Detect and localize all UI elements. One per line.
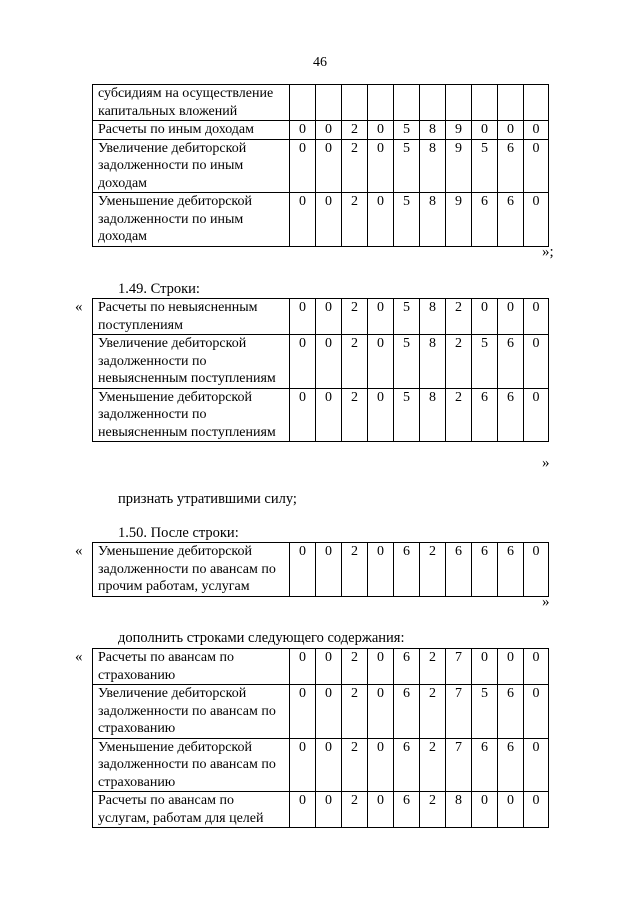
page-number: 46 bbox=[313, 55, 327, 70]
code-digit-cell: 8 bbox=[420, 299, 446, 335]
code-digit-cell: 0 bbox=[290, 139, 316, 193]
row-label: Расчеты по авансам по услугам, работам для целей bbox=[93, 792, 290, 828]
code-digit-cell: 8 bbox=[446, 792, 472, 828]
code-digit-cell: 0 bbox=[290, 335, 316, 389]
code-digit-cell: 2 bbox=[420, 792, 446, 828]
code-digit-cell: 0 bbox=[524, 139, 549, 193]
code-digit-cell: 2 bbox=[446, 299, 472, 335]
code-digit-cell: 2 bbox=[342, 738, 368, 792]
code-digit-cell: 0 bbox=[368, 543, 394, 597]
code-digit-cell bbox=[394, 85, 420, 121]
table-row bbox=[93, 193, 549, 247]
code-digit-cell: 0 bbox=[472, 649, 498, 685]
code-digit-cell: 0 bbox=[316, 792, 342, 828]
row-label: Уменьшение дебиторской задолженности по иным доходам bbox=[93, 193, 290, 247]
code-digit-cell: 5 bbox=[394, 121, 420, 140]
code-digit-cell: 6 bbox=[394, 685, 420, 739]
code-digit-cell: 0 bbox=[524, 792, 549, 828]
code-digit-cell: 5 bbox=[394, 299, 420, 335]
code-digit-cell: 0 bbox=[472, 299, 498, 335]
code-digit-cell bbox=[342, 85, 368, 121]
code-digit-cell: 0 bbox=[498, 792, 524, 828]
code-digit-cell: 0 bbox=[316, 685, 342, 739]
opening-quote: « bbox=[75, 299, 83, 315]
code-digit-cell: 0 bbox=[316, 121, 342, 140]
code-digit-cell: 6 bbox=[498, 335, 524, 389]
opening-quote: « bbox=[75, 649, 83, 665]
row-label: Уменьшение дебиторской задолженности по невыясненным поступлениям bbox=[93, 388, 290, 442]
code-digit-cell: 0 bbox=[368, 685, 394, 739]
row-label: Расчеты по авансам по страхованию bbox=[93, 649, 290, 685]
code-digit-cell: 7 bbox=[446, 738, 472, 792]
code-digit-cell: 0 bbox=[368, 335, 394, 389]
code-digit-cell: 0 bbox=[524, 121, 549, 140]
code-digit-cell: 0 bbox=[290, 685, 316, 739]
code-digit-cell bbox=[498, 85, 524, 121]
code-digit-cell: 0 bbox=[472, 121, 498, 140]
code-digit-cell: 8 bbox=[420, 139, 446, 193]
code-digit-cell: 0 bbox=[290, 193, 316, 247]
code-digit-cell: 0 bbox=[290, 792, 316, 828]
code-digit-cell: 2 bbox=[342, 299, 368, 335]
code-digit-cell: 6 bbox=[394, 738, 420, 792]
code-digit-cell: 2 bbox=[342, 335, 368, 389]
code-digit-cell: 2 bbox=[420, 738, 446, 792]
section-heading-1-50: 1.50. После строки: bbox=[118, 525, 239, 541]
table-row bbox=[93, 388, 549, 442]
code-digit-cell: 9 bbox=[446, 121, 472, 140]
code-digit-cell: 0 bbox=[498, 121, 524, 140]
code-digit-cell: 0 bbox=[498, 649, 524, 685]
code-digit-cell: 0 bbox=[368, 388, 394, 442]
code-digit-cell: 0 bbox=[524, 738, 549, 792]
code-digit-cell: 0 bbox=[316, 738, 342, 792]
row-label: Уменьшение дебиторской задолженности по авансам по страхованию bbox=[93, 738, 290, 792]
code-digit-cell: 6 bbox=[446, 543, 472, 597]
code-digit-cell: 0 bbox=[368, 299, 394, 335]
code-digit-cell: 0 bbox=[316, 388, 342, 442]
table-row bbox=[93, 139, 549, 193]
code-digit-cell: 9 bbox=[446, 139, 472, 193]
row-label: Уменьшение дебиторской задолженности по авансам по прочим работам, услугам bbox=[93, 543, 290, 597]
code-digit-cell: 0 bbox=[316, 193, 342, 247]
code-digit-cell bbox=[472, 85, 498, 121]
opening-quote: « bbox=[75, 543, 83, 559]
code-digit-cell bbox=[524, 85, 549, 121]
code-digit-cell: 0 bbox=[524, 299, 549, 335]
code-digit-cell: 0 bbox=[290, 543, 316, 597]
code-digit-cell: 7 bbox=[446, 649, 472, 685]
code-digit-cell: 0 bbox=[368, 139, 394, 193]
code-table-continuation bbox=[92, 84, 549, 247]
code-digit-cell: 2 bbox=[420, 685, 446, 739]
code-digit-cell: 2 bbox=[342, 685, 368, 739]
table-row bbox=[93, 85, 549, 121]
code-digit-cell: 2 bbox=[420, 649, 446, 685]
code-digit-cell: 0 bbox=[290, 388, 316, 442]
code-table-1-50 bbox=[92, 542, 549, 597]
closing-quote: » bbox=[542, 594, 550, 610]
code-digit-cell: 8 bbox=[420, 388, 446, 442]
code-digit-cell bbox=[420, 85, 446, 121]
code-digit-cell: 5 bbox=[394, 335, 420, 389]
code-digit-cell: 0 bbox=[316, 543, 342, 597]
code-digit-cell: 5 bbox=[394, 139, 420, 193]
code-digit-cell: 0 bbox=[368, 792, 394, 828]
code-digit-cell: 2 bbox=[342, 649, 368, 685]
code-digit-cell: 6 bbox=[498, 543, 524, 597]
table-row bbox=[93, 685, 549, 739]
section-heading-1-49: 1.49. Строки: bbox=[118, 281, 200, 297]
table-row bbox=[93, 649, 549, 685]
row-label: Расчеты по иным доходам bbox=[93, 121, 290, 140]
code-digit-cell: 0 bbox=[368, 738, 394, 792]
instruction-text: дополнить строками следующего содержания: bbox=[118, 630, 405, 646]
code-digit-cell: 6 bbox=[498, 139, 524, 193]
table-row bbox=[93, 792, 549, 828]
code-digit-cell: 6 bbox=[498, 738, 524, 792]
code-digit-cell: 0 bbox=[524, 543, 549, 597]
code-digit-cell: 0 bbox=[524, 649, 549, 685]
code-digit-cell: 0 bbox=[524, 335, 549, 389]
code-digit-cell: 6 bbox=[498, 193, 524, 247]
row-label: Увеличение дебиторской задолженности по невыясненным поступлениям bbox=[93, 335, 290, 389]
row-label: субсидиям на осуществление капитальных вложений bbox=[93, 85, 290, 121]
code-digit-cell: 6 bbox=[472, 388, 498, 442]
code-digit-cell bbox=[316, 85, 342, 121]
code-digit-cell bbox=[290, 85, 316, 121]
code-digit-cell: 0 bbox=[472, 792, 498, 828]
code-digit-cell: 2 bbox=[446, 388, 472, 442]
code-digit-cell: 0 bbox=[316, 299, 342, 335]
row-label: Увеличение дебиторской задолженности по иным доходам bbox=[93, 139, 290, 193]
code-digit-cell: 2 bbox=[342, 193, 368, 247]
code-digit-cell: 6 bbox=[394, 649, 420, 685]
code-digit-cell: 0 bbox=[498, 299, 524, 335]
code-digit-cell: 9 bbox=[446, 193, 472, 247]
code-digit-cell: 0 bbox=[524, 193, 549, 247]
code-digit-cell: 5 bbox=[472, 335, 498, 389]
code-digit-cell: 0 bbox=[316, 649, 342, 685]
table-row bbox=[93, 299, 549, 335]
instruction-text: признать утратившими силу; bbox=[118, 491, 297, 507]
closing-quote: »; bbox=[542, 244, 554, 260]
code-digit-cell: 5 bbox=[394, 388, 420, 442]
code-table-added bbox=[92, 648, 549, 828]
code-digit-cell: 6 bbox=[472, 543, 498, 597]
table-row bbox=[93, 335, 549, 389]
code-digit-cell: 0 bbox=[290, 649, 316, 685]
closing-quote: » bbox=[542, 455, 550, 471]
code-digit-cell bbox=[368, 85, 394, 121]
code-digit-cell: 0 bbox=[316, 139, 342, 193]
code-digit-cell: 0 bbox=[524, 388, 549, 442]
code-digit-cell: 2 bbox=[342, 792, 368, 828]
table-row bbox=[93, 121, 549, 140]
code-digit-cell: 5 bbox=[472, 685, 498, 739]
code-digit-cell: 0 bbox=[290, 121, 316, 140]
code-digit-cell: 2 bbox=[420, 543, 446, 597]
code-digit-cell: 2 bbox=[342, 121, 368, 140]
code-digit-cell: 0 bbox=[368, 193, 394, 247]
code-digit-cell: 6 bbox=[394, 543, 420, 597]
code-digit-cell: 6 bbox=[472, 738, 498, 792]
code-digit-cell: 0 bbox=[316, 335, 342, 389]
code-digit-cell: 2 bbox=[342, 139, 368, 193]
code-digit-cell: 8 bbox=[420, 121, 446, 140]
code-digit-cell: 0 bbox=[368, 649, 394, 685]
code-digit-cell: 0 bbox=[524, 685, 549, 739]
code-digit-cell: 0 bbox=[368, 121, 394, 140]
code-digit-cell bbox=[446, 85, 472, 121]
code-digit-cell: 8 bbox=[420, 193, 446, 247]
code-digit-cell: 6 bbox=[472, 193, 498, 247]
code-digit-cell: 5 bbox=[394, 193, 420, 247]
code-digit-cell: 2 bbox=[342, 388, 368, 442]
code-digit-cell: 7 bbox=[446, 685, 472, 739]
code-table-1-49 bbox=[92, 298, 549, 442]
table-row bbox=[93, 543, 549, 597]
code-digit-cell: 8 bbox=[420, 335, 446, 389]
row-label: Увеличение дебиторской задолженности по авансам по страхованию bbox=[93, 685, 290, 739]
code-digit-cell: 6 bbox=[394, 792, 420, 828]
code-digit-cell: 0 bbox=[290, 738, 316, 792]
table-row bbox=[93, 738, 549, 792]
code-digit-cell: 2 bbox=[446, 335, 472, 389]
code-digit-cell: 5 bbox=[472, 139, 498, 193]
code-digit-cell: 6 bbox=[498, 685, 524, 739]
row-label: Расчеты по невыясненным поступлениям bbox=[93, 299, 290, 335]
code-digit-cell: 0 bbox=[290, 299, 316, 335]
code-digit-cell: 2 bbox=[342, 543, 368, 597]
code-digit-cell: 6 bbox=[498, 388, 524, 442]
